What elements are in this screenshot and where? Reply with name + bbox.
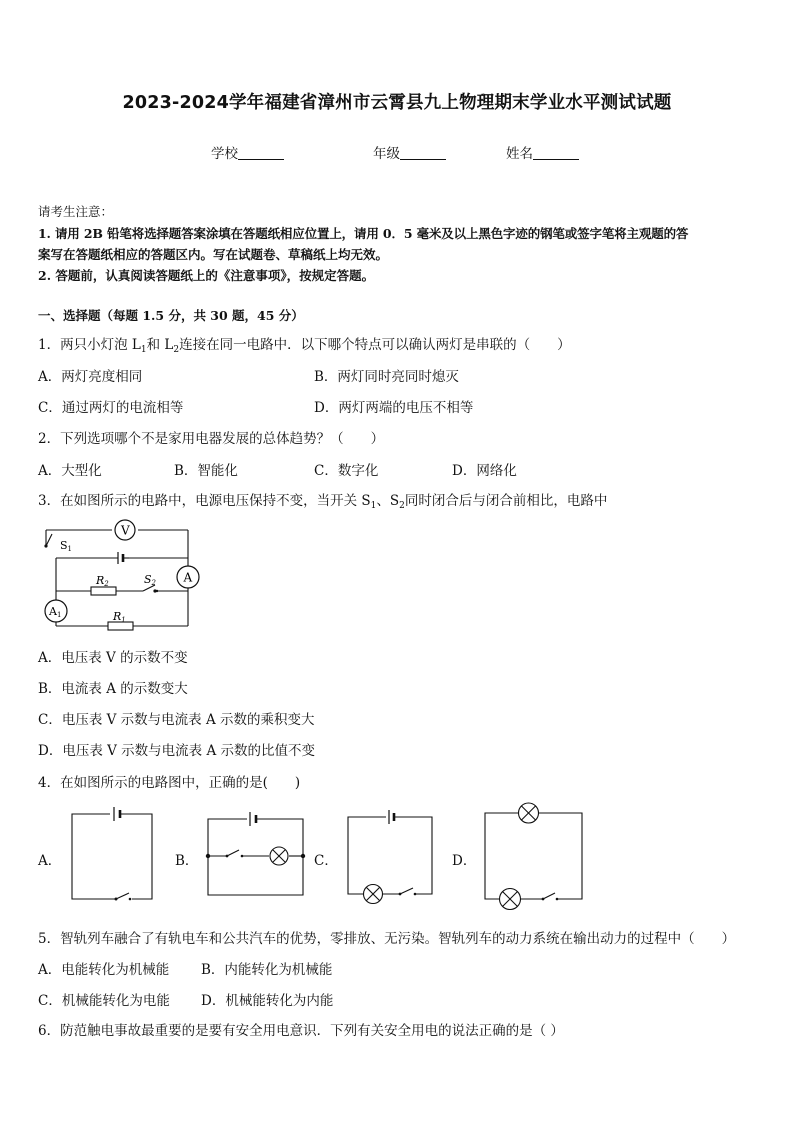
ammeter-label: A xyxy=(183,570,193,585)
q3-stem-text: 同时闭合后与闭合前相比，电路中 xyxy=(404,493,608,509)
q2-option-b[interactable]: B．智能化 xyxy=(174,463,238,479)
notice-line-1b: 案写在答题纸相应的答题区内。写在试题卷、草稿纸上均无效。 xyxy=(38,247,389,262)
notice-heading: 请考生注意： xyxy=(38,204,114,219)
notice-line-1a: 1. 请用 2B 铅笔将选择题答案涂填在答题纸相应位置上，请用 0．5 毫米及以上黑色字迹的钢笔或签字笔将主观题的答 xyxy=(38,226,689,241)
q4-option-a[interactable]: A． xyxy=(38,853,62,869)
school-blank[interactable] xyxy=(238,145,284,160)
school-label: 学校 xyxy=(211,146,238,162)
q3-option-d[interactable]: D．电压表 V 示数与电流表 A 示数的比值不变 xyxy=(38,743,315,759)
q3-stem-text: 、S xyxy=(376,493,400,509)
q5-option-c[interactable]: C．机械能转化为电能 xyxy=(38,993,170,1009)
voltmeter-label: V xyxy=(121,523,130,538)
q1-stem-text: 连接在同一电路中．以下哪个特点可以确认两灯是串联的（ ） xyxy=(179,337,571,353)
school-field[interactable] xyxy=(211,142,284,162)
q5-option-a[interactable]: A．电能转化为机械能 xyxy=(38,962,170,978)
name-blank[interactable] xyxy=(533,145,579,160)
q4-stem: 4．在如图所示的电路图中，正确的是( ) xyxy=(38,775,301,791)
switch-s2-label: S2 xyxy=(144,573,157,587)
q1-option-d[interactable]: D．两灯两端的电压不相等 xyxy=(314,400,474,416)
q5-stem: 5．智轨列车融合了有轨电车和公共汽车的优势，零排放、无污染。智轨列车的动力系统在输出动力的过程中（ ） xyxy=(38,931,736,947)
q3-option-a[interactable]: A．电压表 V 的示数不变 xyxy=(38,650,188,666)
q4-circuit-a[interactable] xyxy=(66,806,158,904)
ammeter1-label: A1 xyxy=(49,605,62,619)
q3-stem xyxy=(38,489,607,509)
name-label: 姓名 xyxy=(506,146,533,162)
q3-sub2: 2 xyxy=(399,501,405,511)
q1-option-b[interactable]: B．两灯同时亮同时熄灭 xyxy=(314,369,459,385)
q4-option-c[interactable]: C． xyxy=(314,853,338,869)
switch-s1-label: S1 xyxy=(60,539,73,553)
q6-stem: 6．防范触电事故最重要的是要有安全用电意识．下列有关安全用电的说法正确的是（ ） xyxy=(38,1023,564,1039)
resistor-r2-label: R2 xyxy=(96,574,109,588)
grade-field[interactable] xyxy=(373,142,446,162)
q4-option-d[interactable]: D． xyxy=(452,853,477,869)
q3-stem-text: 3．在如图所示的电路中，电源电压保持不变，当开关 S xyxy=(38,493,371,509)
q4-circuit-d[interactable] xyxy=(480,800,588,912)
q2-stem: 2．下列选项哪个不是家用电器发展的总体趋势？（ ） xyxy=(38,431,385,447)
q1-stem-text: 1．两只小灯泡 L xyxy=(38,337,141,353)
q3-sub1: 1 xyxy=(370,501,377,511)
q3-circuit-figure xyxy=(36,516,206,636)
q1-sub2: 2 xyxy=(173,345,180,355)
q2-option-c[interactable]: C．数字化 xyxy=(314,463,379,479)
q4-circuit-c[interactable] xyxy=(342,806,436,906)
grade-blank[interactable] xyxy=(400,145,446,160)
q1-sub1: 1 xyxy=(140,345,147,355)
q4-circuit-b[interactable] xyxy=(203,810,307,900)
name-field[interactable] xyxy=(506,142,579,162)
q1-stem-text: 和 L xyxy=(146,337,174,353)
q2-option-a[interactable]: A．大型化 xyxy=(38,463,102,479)
q5-option-d[interactable]: D．机械能转化为内能 xyxy=(201,993,334,1009)
grade-label: 年级 xyxy=(373,146,400,162)
q1-stem xyxy=(38,333,571,353)
q1-option-c[interactable]: C．通过两灯的电流相等 xyxy=(38,400,184,416)
page-title: 2023-2024学年福建省漳州市云霄县九上物理期末学业水平测试试题 xyxy=(122,93,672,113)
q5-option-b[interactable]: B．内能转化为机械能 xyxy=(201,962,333,978)
q4-option-b[interactable]: B． xyxy=(175,853,199,869)
q2-option-d[interactable]: D．网络化 xyxy=(452,463,517,479)
q3-option-b[interactable]: B．电流表 A 的示数变大 xyxy=(38,681,188,697)
q3-option-c[interactable]: C．电压表 V 示数与电流表 A 示数的乘积变大 xyxy=(38,712,315,728)
notice-line-2: 2. 答题前，认真阅读答题纸上的《注意事项》，按规定答题。 xyxy=(38,268,375,283)
q1-option-a[interactable]: A．两灯亮度相同 xyxy=(38,369,143,385)
section-heading: 一、选择题（每题 1.5 分，共 30 题，45 分） xyxy=(38,308,304,323)
resistor-r1-label: R1 xyxy=(113,610,126,624)
